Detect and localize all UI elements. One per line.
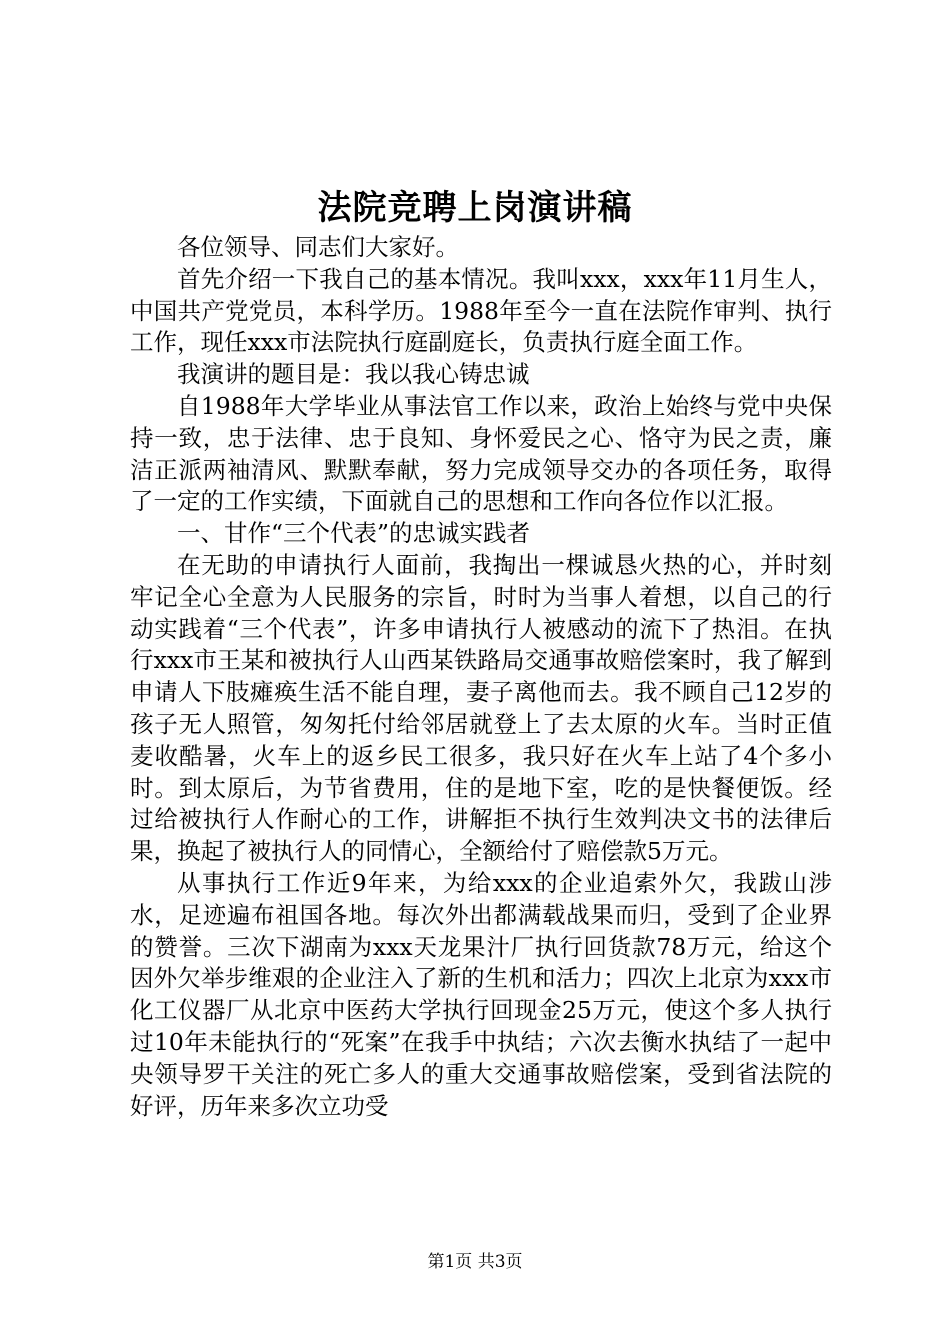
section-heading-one: 一、甘作“三个代表”的忠诚实践者	[177, 519, 531, 548]
paragraph-introduction: 首先介绍一下我自己的基本情况。我叫xxx，xxx年11月生人，中国共产党党员，本科学历。1988年至今一直在法院作审判、执行工作，现任xxx市法院执行庭副庭长，负责执行庭全面工作。	[130, 264, 832, 357]
page-number-footer: 第1页 共3页	[427, 1252, 523, 1272]
paragraph-enterprise-recovery: 从事执行工作近9年来，为给xxx的企业追索外欠，我跋山涉水，足迹遍布祖国各地。每次外出都满载战果而归，受到了企业界的赞誉。三次下湖南为xxx天龙果汁厂执行回货款78万元，给这个因外欠举步维艰的企业注入了新的生机和活力；四次上北京为xxx市化工仪器厂从北京中医药大学执行回现金25万元，使这个多人执行过10年未能执行的“死案”在我手中执结；六次去衡水执结了一起中央领导罗干关注的死亡多人的重大交通事故赔偿案，受到省法院的好评，历年来多次立功受	[130, 868, 832, 1120]
paragraph-greeting: 各位领导、同志们大家好。	[177, 233, 459, 261]
paragraph-career-summary: 自1988年大学毕业从事法官工作以来，政治上始终与党中央保持一致，忠于法律、忠于良知、身怀爱民之心、恪守为民之责，廉洁正派两袖清风、默默奉献，努力完成领导交办的各项任务，取得了一定的工作实绩，下面就自己的思想和工作向各位作以汇报。	[130, 391, 832, 516]
document-body	[130, 232, 832, 1122]
paragraph-execution-case: 在无助的申请执行人面前，我掏出一棵诚恳火热的心，并时刻牢记全心全意为人民服务的宗旨，时时为当事人着想，以自己的行动实践着“三个代表”，许多申请执行人被感动的流下了热泪。在执行xxx市王某和被执行人山西某铁路局交通事故赔偿案时，我了解到申请人下肢瘫痪生活不能自理，妻子离他而去。我不顾自己12岁的孩子无人照管，匆匆托付给邻居就登上了去太原的火车。当时正值麦收酷暑，火车上的返乡民工很多，我只好在火车上站了4个多小时。到太原后，为节省费用，住的是地下室，吃的是快餐便饭。经过给被执行人作耐心的工作，讲解拒不执行生效判决文书的法律后果，换起了被执行人的同情心，全额给付了赔偿款5万元。	[130, 550, 832, 866]
document-title: 法院竞聘上岗演讲稿	[317, 188, 633, 228]
paragraph-speech-topic: 我演讲的题目是：我以我心铸忠诚	[177, 360, 530, 389]
